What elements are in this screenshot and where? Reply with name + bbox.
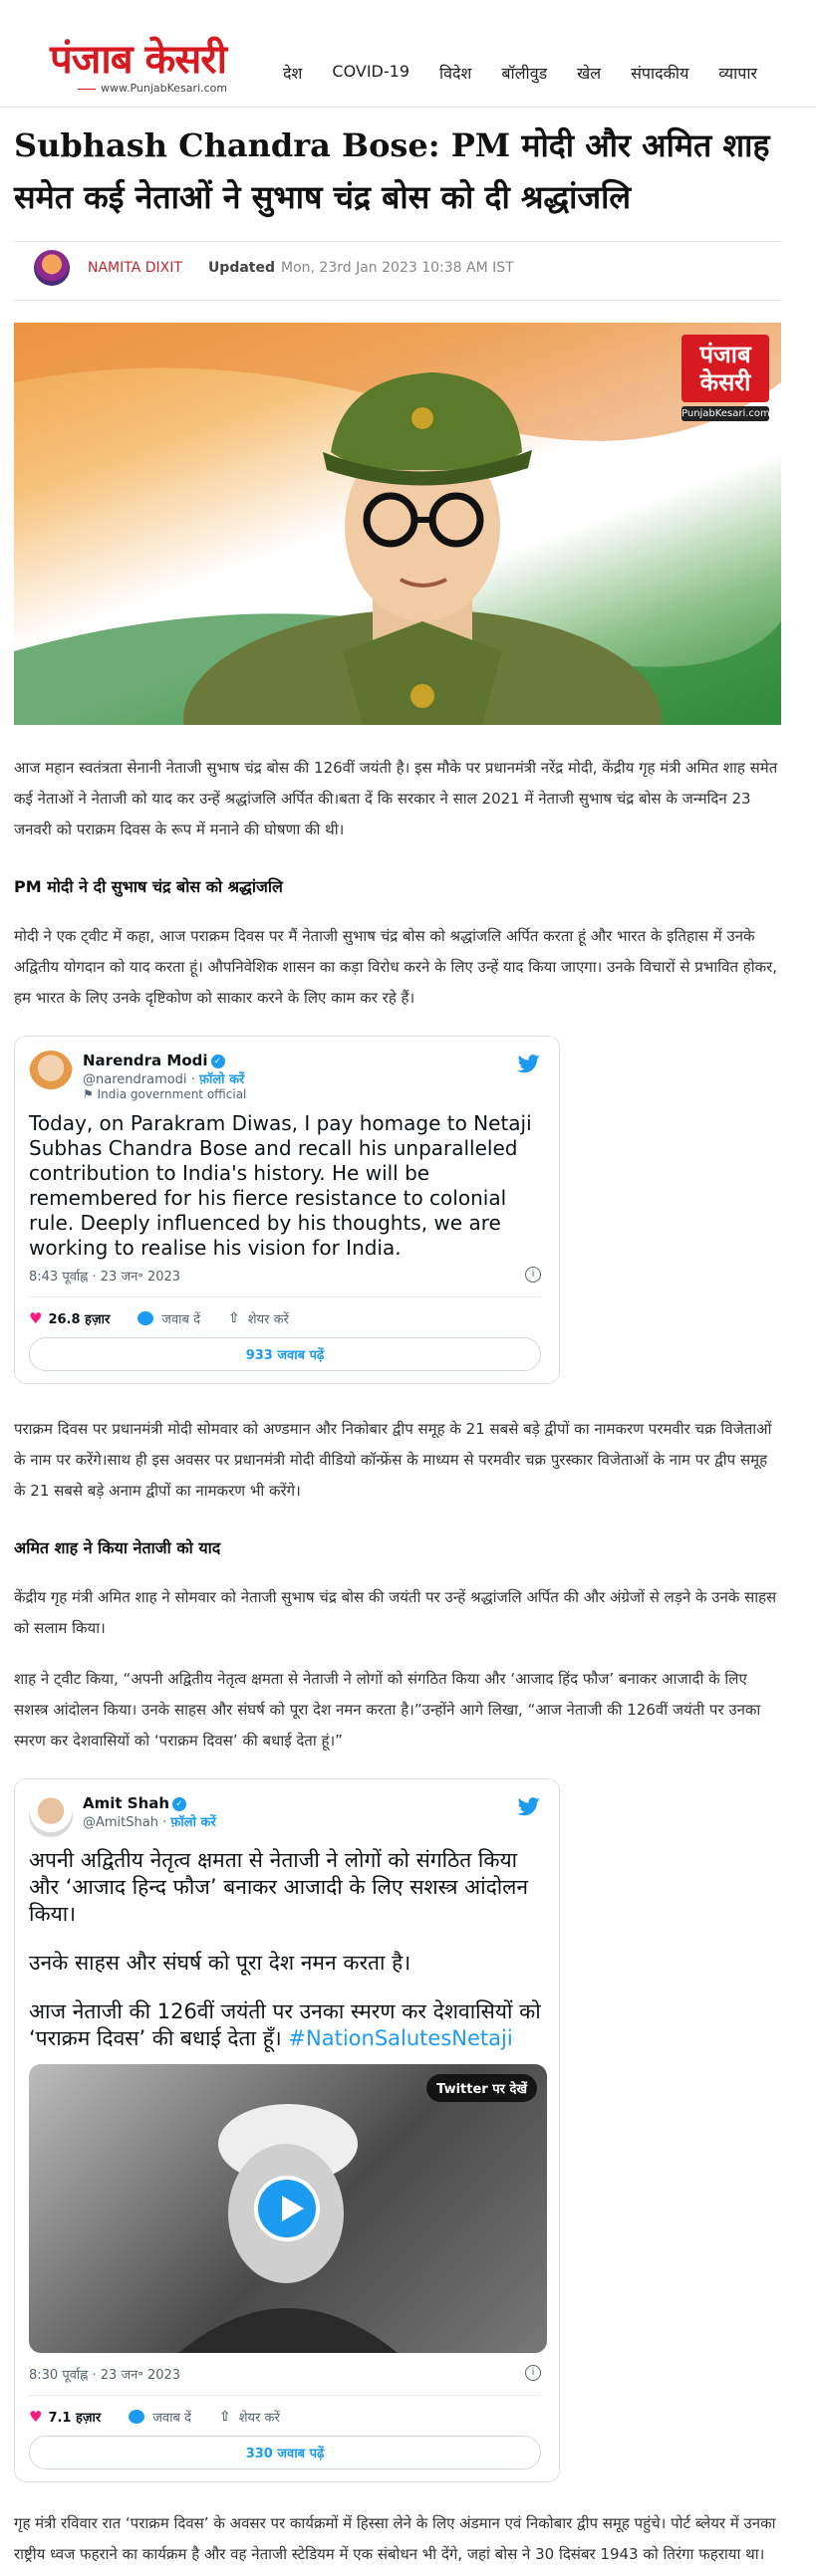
reply-label: जवाब दें — [152, 2411, 191, 2426]
tweet-timestamp[interactable]: 8:30 पूर्वाह्न · 23 जन॰ 2023 — [29, 2368, 181, 2383]
like-count: 7.1 हज़ार — [48, 2411, 102, 2426]
modi-avatar[interactable] — [29, 1051, 73, 1094]
tweet-text: Today, on Parakram Diwas, I pay homage to Netaji Subhas Chandra Bose and recall his unparalleled contribution to India's history. He will be remembered for his fierce resistance to colonial rule. Deeply influenced by his thoughts, we are working to realise his vision for India. — [29, 1111, 532, 1260]
tweet-text-3: आज नेताजी की 126वीं जयंती पर उनका स्मरण कर देशवासियों को ‘पराक्रम दिवस’ की बधाई देता हूँ। #NationSalutesNetaji — [29, 1999, 541, 2050]
site-logo[interactable] — [50, 36, 249, 98]
twitter-bird-icon[interactable] — [517, 1797, 541, 1817]
main-nav — [283, 62, 787, 84]
flag-icon: ⚑ — [83, 1087, 94, 1101]
share-button[interactable] — [219, 2408, 280, 2426]
logo-text: पंजाब केसरी — [50, 36, 227, 83]
reply-button[interactable] — [137, 1309, 200, 1327]
article-paragraph-6: गृह मंत्री रविवार रात ‘पराक्रम दिवस’ के अवसर पर कार्यक्रमों में हिस्सा लेने के लिए अंडमान एवं निकोबार द्वीप समूह पहुंचे। पोर्ट ब्लेयर में उनका राष्ट्रीय ध्वज फहराने का कार्यक्रम है और वह नेताजी स्टेडियम में एक संबोधन भी देंगे, जहां बोस ने 30 दिसंबर 1943 को तिरंगा फहराया था। — [14, 2514, 776, 2563]
tweet-actions — [29, 1296, 541, 1327]
nav-item-bollywood[interactable]: बॉलीवुड — [501, 64, 548, 83]
tweet-author-name[interactable]: Amit Shah — [83, 1794, 170, 1812]
logo-url: www.PunjabKesari.com — [78, 82, 227, 95]
subheading-modi: PM मोदी ने दी सुभाष चंद्र बोस को श्रद्धांजलि — [14, 877, 283, 896]
reply-label: जवाब दें — [161, 1312, 200, 1327]
byline — [14, 241, 781, 301]
tweet-header — [29, 1793, 541, 1837]
site-header — [0, 0, 816, 108]
article-paragraph-5: शाह ने ट्वीट किया, “अपनी अद्वितीय नेतृत्व क्षमता से नेताजी ने लोगों को संगठित किया और ‘आजाद हिंद फौज’ बनाकर आजादी के लिए सशस्त्र आंदोलन किया। उनके साहस और संघर्ष को पूरा देश नमन करता है।”उन्होंने आगे लिखा, “आज नेताजी की 126वीं जयंती पर उनका स्मरण कर देशवासियों को ‘पराक्रम दिवस’ की बधाई देता हूं।” — [14, 1670, 761, 1750]
tweet-author-name[interactable]: Narendra Modi — [83, 1052, 208, 1069]
verified-icon: ✓ — [172, 1797, 186, 1811]
tweet-handle[interactable]: @narendramodi — [83, 1072, 187, 1087]
tweet-header — [29, 1051, 541, 1101]
embedded-tweet-modi[interactable] — [14, 1036, 560, 1384]
heart-icon: ♥ — [29, 1309, 43, 1327]
play-icon[interactable] — [254, 2176, 320, 2241]
gov-label: India government official — [97, 1087, 247, 1101]
share-icon: ⇧ — [228, 1310, 240, 1326]
tweet-author-block — [83, 1793, 216, 1830]
shah-avatar[interactable] — [29, 1793, 73, 1837]
hero-watermark-badge — [681, 335, 769, 434]
share-label: शेयर करें — [247, 1312, 289, 1327]
twitter-bird-icon[interactable] — [517, 1054, 541, 1074]
tweet-dot: · — [190, 1072, 195, 1087]
heart-icon: ♥ — [29, 2408, 43, 2426]
share-button[interactable] — [228, 1309, 289, 1327]
view-on-twitter-label[interactable]: Twitter पर देखें — [426, 2074, 537, 2102]
info-icon[interactable]: i — [525, 1267, 541, 1283]
hero-image — [14, 323, 781, 725]
share-icon: ⇧ — [218, 2409, 231, 2425]
tweet-handle[interactable]: @AmitShah — [83, 1815, 158, 1830]
like-count: 26.8 हज़ार — [48, 1312, 111, 1327]
tweet-video[interactable] — [29, 2064, 547, 2353]
hero-badge-logo: पंजाब केसरी — [681, 335, 769, 402]
article-paragraph-1: आज महान स्वतंत्रता सेनानी नेताजी सुभाष चंद्र बोस की 126वीं जयंती है। इस मौके पर प्रधानमंत्री नरेंद्र मोदी, केंद्रीय गृह मंत्री अमित शाह समेत कई नेताओं ने नेताजी को याद कर उन्हें श्रद्धांजलि अर्पित की।बता दें कि सरकार ने साल 2021 में नेताजी सुभाष चंद्र बोस के जन्मदिन 23 जनवरी को पराक्रम दिवस के रूप में मनाने की घोषणा की थी। — [14, 759, 778, 838]
hero-badge-url: PunjabKesari.com — [681, 408, 770, 419]
subheading-shah: अमित शाह ने किया नेताजी को याद — [14, 1538, 221, 1557]
info-icon[interactable]: i — [525, 2365, 541, 2381]
nav-item-vyapar[interactable]: व्यापार — [718, 64, 758, 83]
follow-button[interactable]: फ़ॉलो करें — [198, 1072, 245, 1087]
tweet-timestamp[interactable]: 8:43 पूर्वाह्न · 23 जन॰ 2023 — [29, 1270, 181, 1285]
updated-label: Updated — [207, 260, 276, 276]
tweet-text-1: अपनी अद्वितीय नेतृत्व क्षमता से नेताजी ने लोगों को संगठित किया और ‘आजाद हिन्द फौज’ बनाकर आजादी के लिए सशस्त्र आंदोलन किया। — [29, 1848, 529, 1926]
hashtag-link[interactable]: #NationSalutesNetaji — [288, 2026, 513, 2050]
tweet-actions — [29, 2395, 541, 2426]
nav-item-khel[interactable]: खेल — [577, 64, 602, 83]
embedded-tweet-shah[interactable] — [14, 1778, 560, 2482]
follow-button[interactable]: फ़ॉलो करें — [170, 1815, 216, 1830]
article-paragraph-3: पराक्रम दिवस पर प्रधानमंत्री मोदी सोमवार को अण्डमान और निकोबार द्वीप समूह के 21 सबसे बड़े द्वीपों का नामकरण परमवीर चक्र विजेताओं के नाम पर करेंगे।साथ ही इस अवसर पर प्रधानमंत्री मोदी वीडियो कॉन्फ्रेंस के माध्यम से परमवीर चक्र पुरस्कार विजेताओं के नाम पर द्वीप समूह के 21 सबसे बड़े अनाम द्वीपों का नामकरण भी करेंगे। — [14, 1420, 772, 1500]
nav-item-sampadkiya[interactable]: संपादकीय — [631, 64, 689, 83]
nav-item-covid[interactable]: COVID-19 — [332, 62, 409, 81]
tweet-dot: · — [162, 1815, 167, 1830]
nav-item-videsh[interactable]: विदेश — [439, 64, 472, 83]
article-paragraph-2: मोदी ने एक ट्वीट में कहा, आज पराक्रम दिवस पर मैं नेताजी सुभाष चंद्र बोस को श्रद्धांजलि अर्पित करता हूं और भारत के इतिहास में उनके अद्वितीय योगदान को याद करता हूं। औपनिवेशिक शासन का कड़ा विरोध करने के लिए उन्हें याद किया जाएगा। उनके विचारों से प्रभावित होकर, हम भारत के लिए उनके दृष्टिकोण को साकार करने के लिए काम कर रहे हैं। — [14, 927, 778, 1007]
share-label: शेयर करें — [238, 2411, 280, 2426]
like-button[interactable] — [29, 1309, 110, 1327]
read-replies-button[interactable]: 933 जवाब पढ़ें — [29, 1337, 541, 1371]
reply-button[interactable] — [129, 2408, 191, 2426]
article-title: Subhash Chandra Bose: PM मोदी और अमित शाह समेत कई नेताओं ने सुभाष चंद्र बोस को दी श्रद्धांजलि — [14, 126, 770, 216]
like-button[interactable] — [29, 2408, 101, 2426]
nav-item-desh[interactable]: देश — [283, 64, 303, 83]
tweet-author-block — [83, 1051, 246, 1101]
read-replies-button[interactable]: 330 जवाब पढ़ें — [29, 2436, 541, 2469]
netaji-portrait-illustration — [14, 323, 781, 725]
reply-icon — [137, 1311, 153, 1325]
updated-timestamp: Mon, 23rd Jan 2023 10:38 AM IST — [281, 260, 514, 276]
article — [14, 108, 781, 2570]
author-avatar — [34, 250, 70, 286]
author-name[interactable]: NAMITA DIXIT — [88, 260, 182, 276]
tweet-text-2: उनके साहस और संघर्ष को पूरा देश नमन करता है। — [29, 1951, 411, 1975]
reply-icon — [129, 2410, 144, 2424]
verified-icon: ✓ — [211, 1054, 225, 1068]
article-paragraph-4: केंद्रीय गृह मंत्री अमित शाह ने सोमवार को नेताजी सुभाष चंद्र बोस की जयंती पर उन्हें श्रद्धांजलि अर्पित की और अंग्रेजों से लड़ने के उनके साहस को सलाम किया। — [14, 1588, 777, 1637]
